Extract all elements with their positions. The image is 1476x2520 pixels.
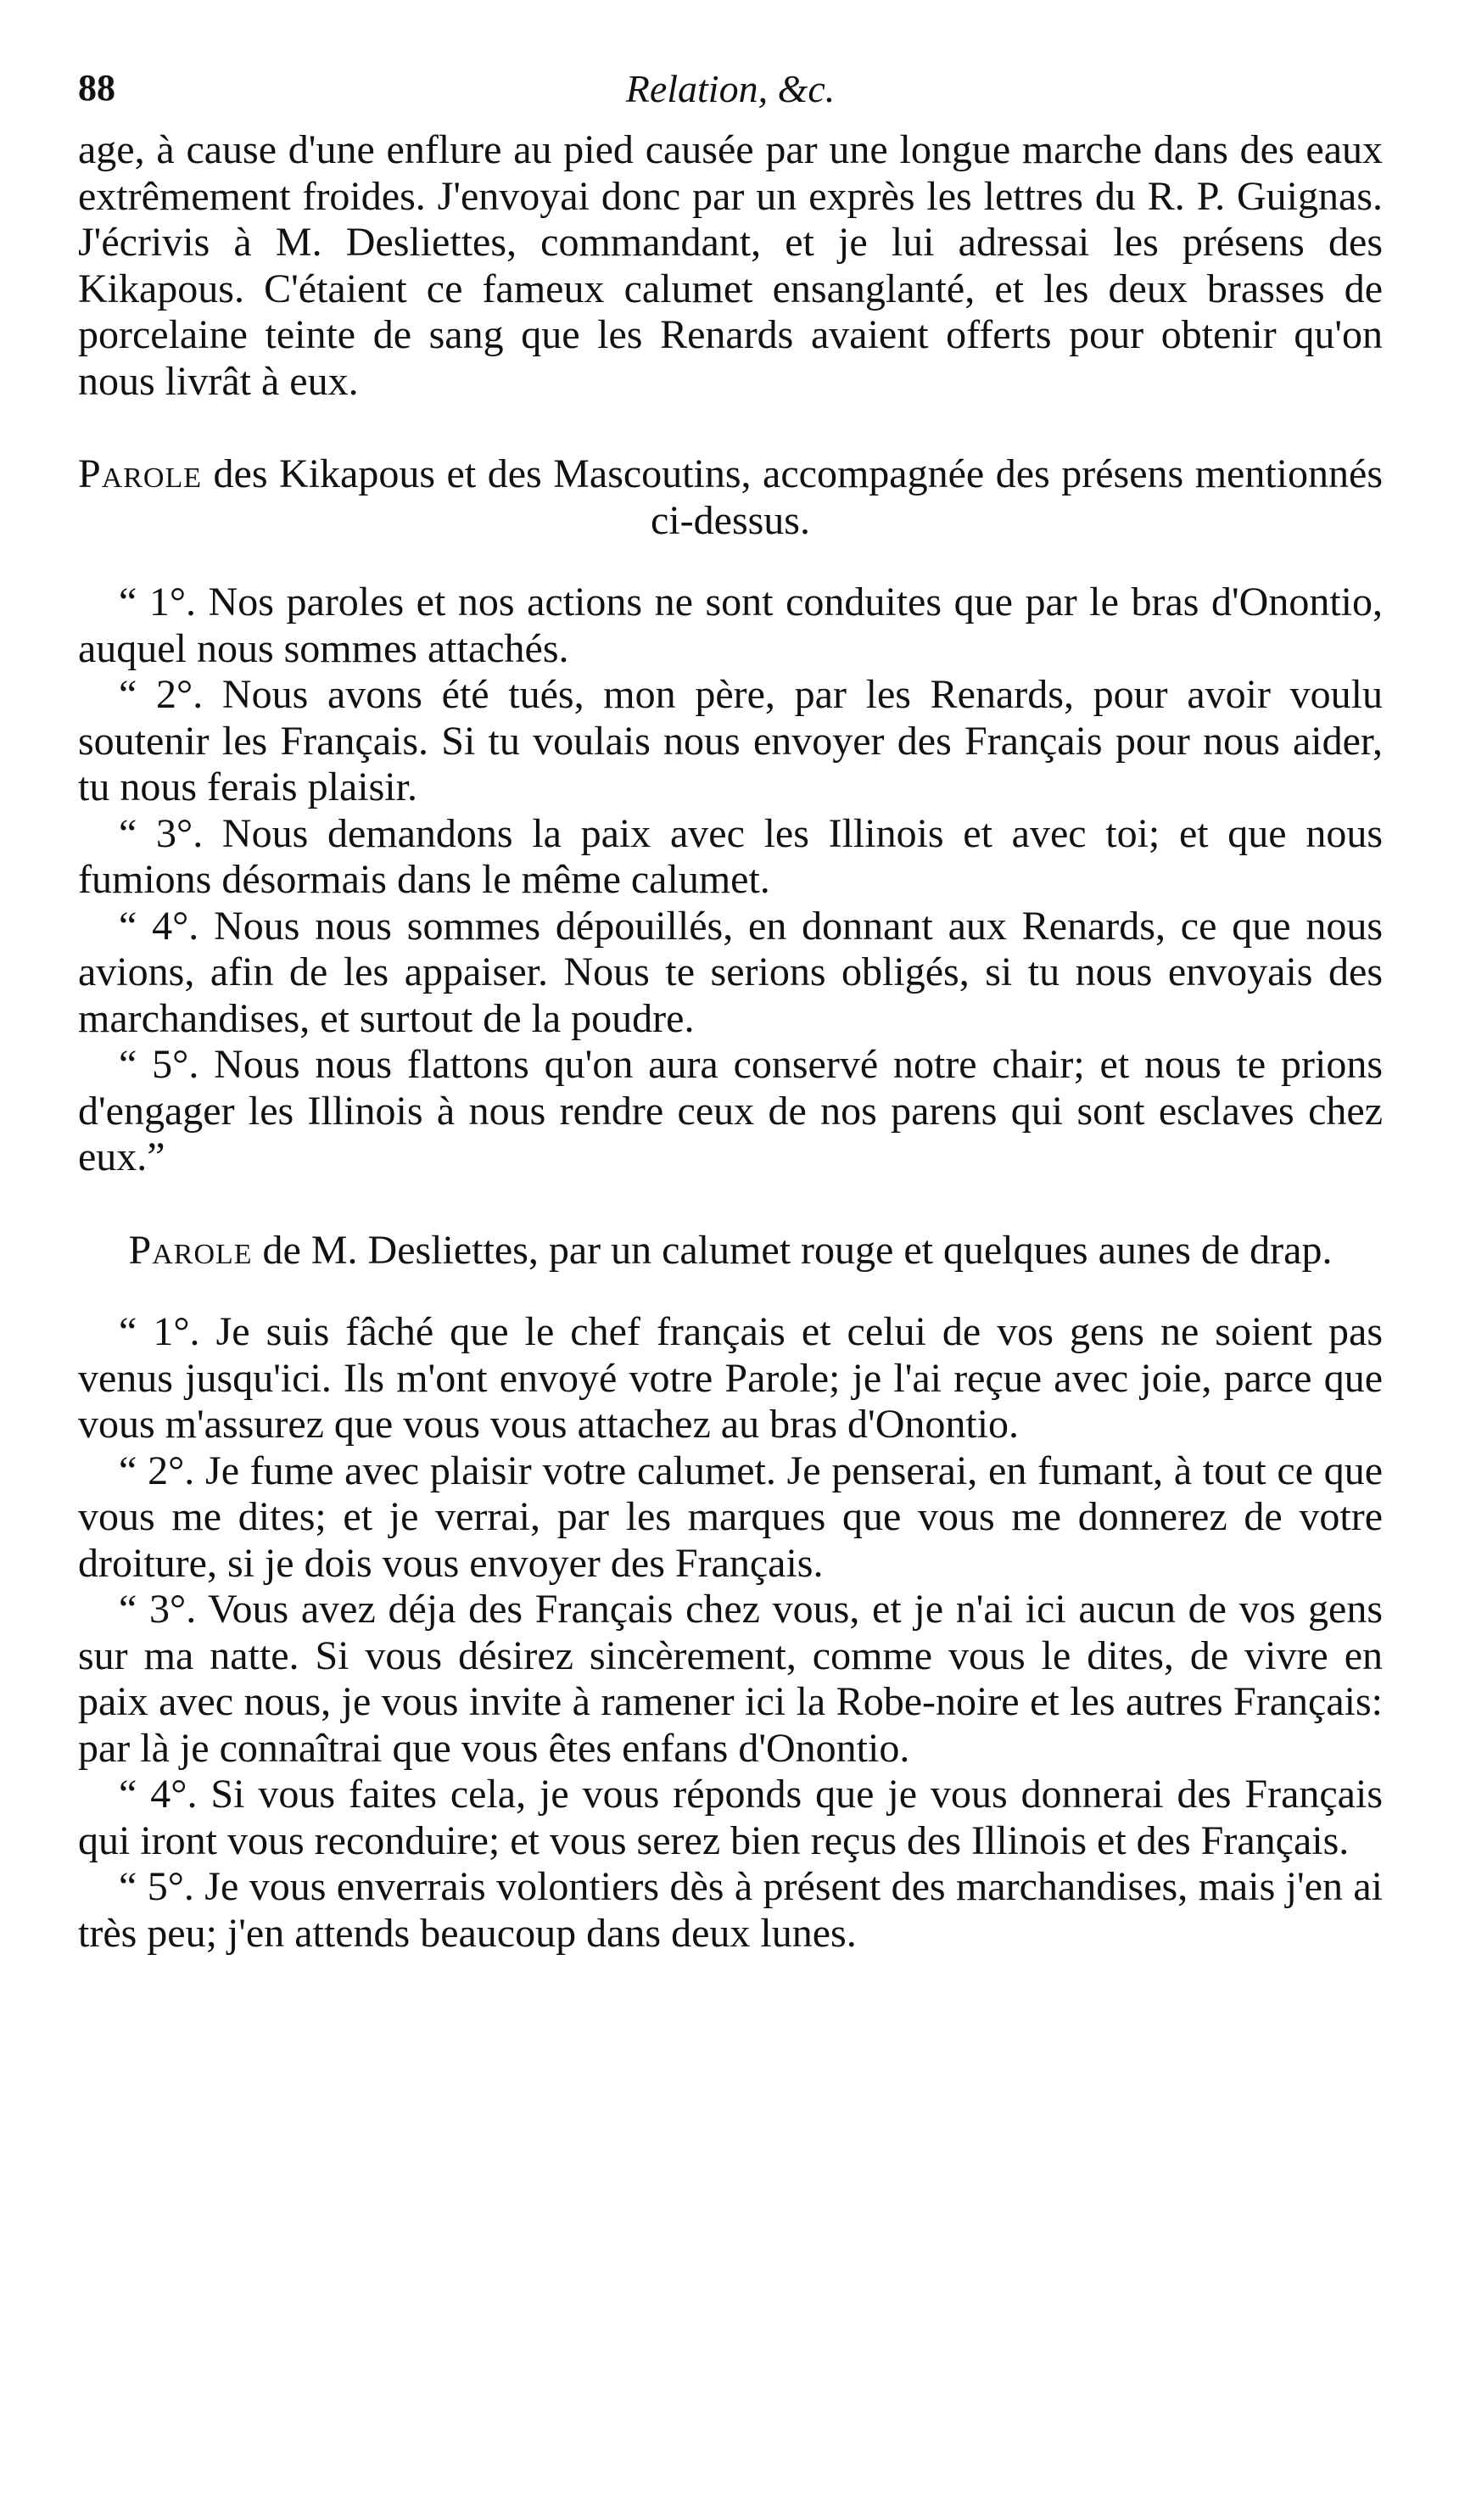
numbered-paragraph: “ 2°. Nous avons été tués, mon père, par les Renards, pour avoir voulu soutenir les Français. Si tu voulais nous envoyer des Français pour nous aider, tu nous ferais plaisir. <box>78 672 1383 809</box>
numbered-paragraph: “ 5°. Nous nous flattons qu'on aura conservé notre chair; et nous te prions d'engager les Illinois à nous rendre ceux de nos parens qui sont esclaves chez eux.” <box>78 1042 1383 1179</box>
heading-small-caps: Parole <box>128 1227 253 1273</box>
heading-text: des Kikapous et des Mascoutins, accompagnée des présens mentionnés ci-dessus. <box>202 451 1383 543</box>
numbered-paragraph: “ 1°. Nos paroles et nos actions ne sont conduites que par le bras d'Onontio, auquel nous sommes attachés. <box>78 580 1383 671</box>
numbered-paragraph: “ 2°. Je fume avec plaisir votre calumet. Je penserai, en fumant, à tout ce que vous me dites; et je verrai, par les marques que vous me donnerez de votre droiture, si je dois vous envoyer des Français. <box>78 1448 1383 1586</box>
section-heading-kikapous <box>78 451 1383 544</box>
heading-small-caps: Parole <box>78 451 203 496</box>
heading-text: de M. Desliettes, par un calumet rouge et quelques aunes de drap. <box>252 1227 1333 1273</box>
numbered-paragraph: “ 4°. Nous nous sommes dépouillés, en donnant aux Renards, ce que nous avions, afin de les appaiser. Nous te serions obligés, si tu nous envoyais des marchandises, et surtout de la poudre. <box>78 903 1383 1041</box>
running-head <box>78 59 1383 127</box>
section-heading-desliettes <box>78 1228 1383 1274</box>
numbered-paragraph: “ 5°. Je vous enverrais volontiers dès à présent des marchandises, mais j'en ai très peu; j'en attends beaucoup dans deux lunes. <box>78 1864 1383 1956</box>
numbered-paragraph: “ 3°. Nous demandons la paix avec les Illinois et avec toi; et que nous fumions désormais dans le même calumet. <box>78 810 1383 902</box>
body-text <box>78 127 1383 1957</box>
numbered-paragraph: “ 3°. Vous avez déja des Français chez vous, et je n'ai ici aucun de vos gens sur ma natte. Si vous désirez sincèrement, comme vous le dites, de vivre en paix avec nous, je vous invite à ramener ici la Robe-noire et les autres Français: par là je connaîtrai que vous êtes enfans d'Onontio. <box>78 1587 1383 1771</box>
running-title: Relation, &c. <box>625 67 836 110</box>
numbered-paragraph: “ 1°. Je suis fâché que le chef français et celui de vos gens ne soient pas venus jusqu'ici. Ils m'ont envoyé votre Parole; je l'ai reçue avec joie, parce que vous m'assurez que vous vous attachez au bras d'Onontio. <box>78 1309 1383 1447</box>
numbered-paragraph: “ 4°. Si vous faites cela, je vous réponds que je vous donnerai des Français qui iront vous reconduire; et vous serez bien reçus des Illinois et des Français. <box>78 1772 1383 1863</box>
intro-paragraph: age, à cause d'une enflure au pied causée par une longue marche dans des eaux extrêmement froides. J'envoyai donc par un exprès les lettres du R. P. Guignas. J'écrivis à M. Desliettes, commandant, et je lui adressai les présens des Kikapous. C'étaient ce fameux calumet ensanglanté, et les deux brasses de porcelaine teinte de sang que les Renards avaient offerts pour obtenir qu'on nous livrât à eux. <box>78 127 1383 404</box>
page-number: 88 <box>78 67 115 109</box>
